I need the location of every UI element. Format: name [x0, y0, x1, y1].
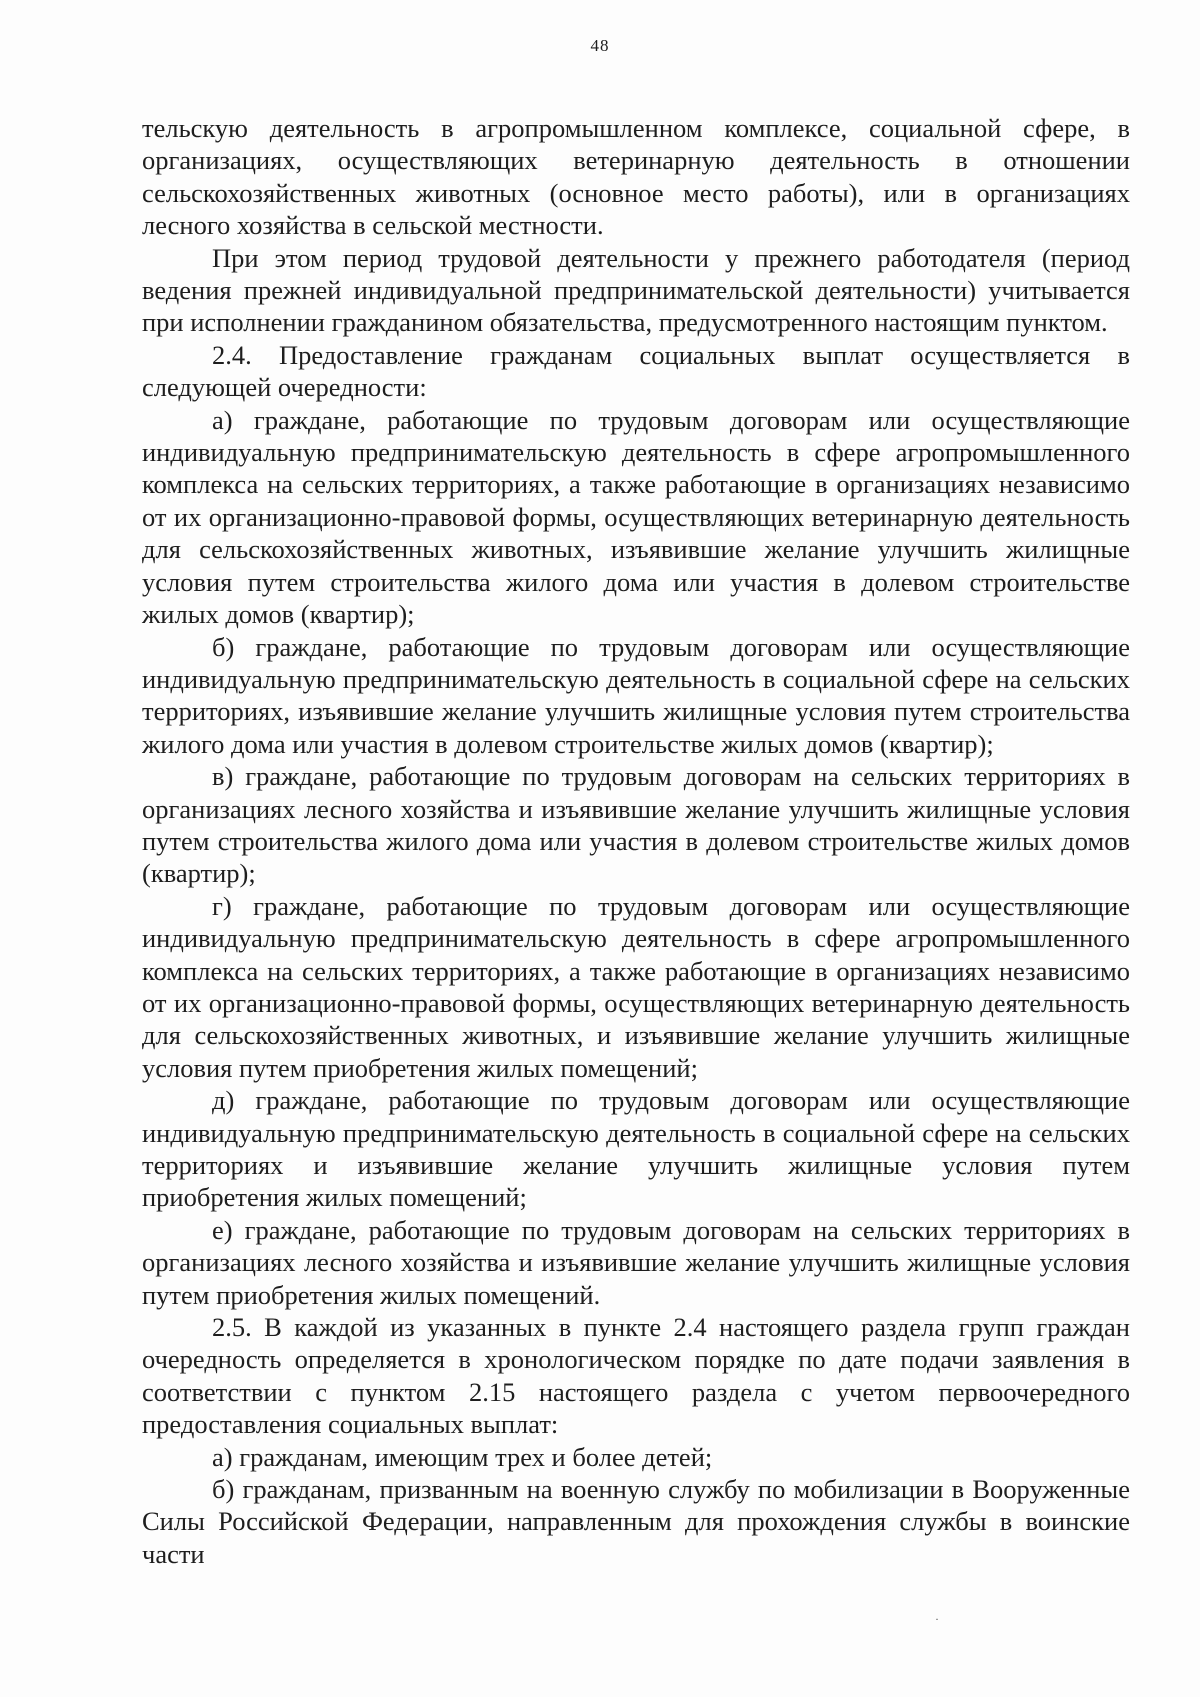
paragraph-previous-employer: При этом период трудовой деятельности у прежнего работодателя (период ведения прежней индивидуальной предпринимательской деятельности) учитывается при исполнении гражданином обязательства, предусмотренного настоящим пунктом.	[142, 242, 1130, 338]
priority-item-a: а) гражданам, имеющим трех и более детей;	[212, 1441, 713, 1472]
paragraph-2-4: 2.4. Предоставление гражданам социальных выплат осуществляется в следующей очередности:	[142, 339, 1130, 403]
paragraph-2-5: 2.5. В каждой из указанных в пункте 2.4 настоящего раздела групп граждан очередность определяется в хронологическом порядке по дате подачи заявления в соответствии с пунктом 2.15 настоящего раздела с учетом первоочередного предоставления социальных выплат:	[142, 1312, 1130, 1440]
paragraph-continuation: тельскую деятельность в агропромышленном комплексе, социальной сфере, в организациях, осуществляющих ветеринарную деятельность в отношении сельскохозяйственных животных (основное место работы), или в организациях лесного хозяйства в сельской местности.	[142, 113, 1130, 241]
list-item-e: е) граждане, работающие по трудовым договорам на сельских территориях в организациях лесного хозяйства и изъявившие желание улучшить жилищные условия путем приобретения жилых помещений.	[142, 1214, 1130, 1310]
page-number: 48	[590, 36, 610, 55]
body-text	[142, 112, 1130, 1570]
list-item-a: а) граждане, работающие по трудовым договорам или осуществляющие индивидуальную предпринимательскую деятельность в сфере агропромышленного комплекса на сельских территориях, а также работающие в организациях независимо от их организационно-правовой формы, осуществляющих ветеринарную деятельность для сельскохозяйственных животных, изъявившие желание улучшить жилищные условия путем строительства жилого дома или участия в долевом строительстве жилых домов (квартир);	[142, 404, 1130, 630]
list-item-v: в) граждане, работающие по трудовым договорам на сельских территориях в организациях лесного хозяйства и изъявившие желание улучшить жилищные условия путем строительства жилого дома или участия в долевом строительстве жилых домов (квартир);	[142, 761, 1130, 889]
list-item-b: б) граждане, работающие по трудовым договорам или осуществляющие индивидуальную предпринимательскую деятельность в социальной сфере на сельских территориях, изъявившие желание улучшить жилищные условия путем строительства жилого дома или участия в долевом строительстве жилых домов (квартир);	[142, 631, 1130, 759]
scan-dot: ·	[935, 1612, 939, 1626]
list-item-g: г) граждане, работающие по трудовым договорам или осуществляющие индивидуальную предпринимательскую деятельность в сфере агропромышленного комплекса на сельских территориях, а также работающие в организациях независимо от их организационно-правовой формы, осуществляющих ветеринарную деятельность для сельскохозяйственных животных, и изъявившие желание улучшить жилищные условия путем приобретения жилых помещений;	[142, 890, 1130, 1083]
priority-item-b: б) гражданам, призванным на военную службу по мобилизации в Вооруженные Силы Российской Федерации, направленным для прохождения службы в воинские части	[142, 1474, 1130, 1569]
list-item-d: д) граждане, работающие по трудовым договорам или осуществляющие индивидуальную предпринимательскую деятельность в социальной сфере на сельских территориях и изъявившие желание улучшить жилищные условия путем приобретения жилых помещений;	[142, 1085, 1130, 1213]
